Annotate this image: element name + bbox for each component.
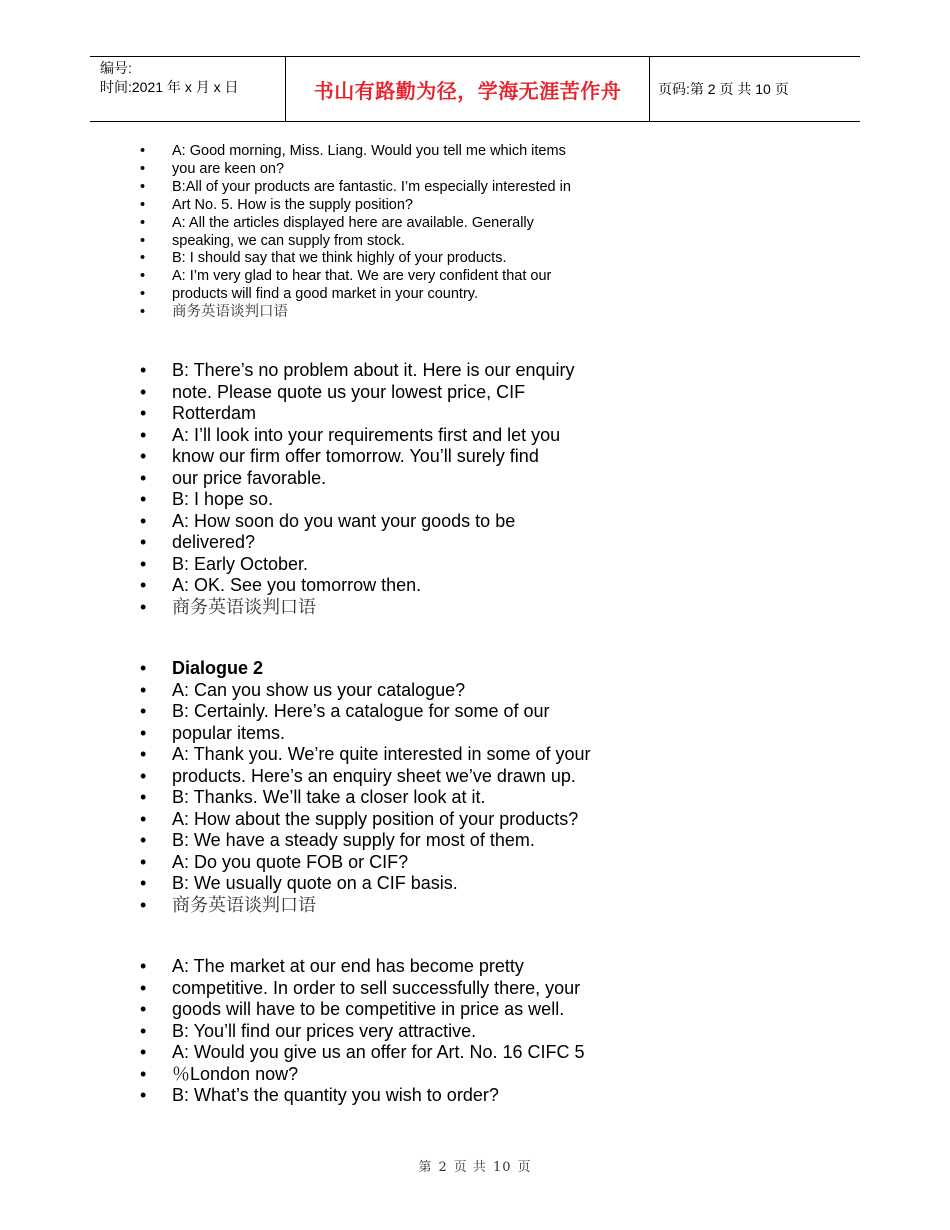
line-text: A: OK. See you tomorrow then. [172, 575, 422, 596]
list-item [140, 215, 860, 233]
line-text: B: Certainly. Here’s a catalogue for some of our [172, 701, 550, 722]
line-text: B: What’s the quantity you wish to order? [172, 1085, 499, 1106]
header-motto-cell [286, 57, 650, 121]
dialogue-title: Dialogue 2 [172, 658, 264, 679]
spacer [140, 322, 860, 360]
bullet-icon: • [140, 178, 146, 195]
bullet-icon: • [140, 830, 147, 851]
bullet-icon: • [140, 873, 147, 894]
bullet-icon: • [140, 510, 147, 531]
list-item [140, 179, 860, 197]
list-item [140, 446, 860, 468]
time-label: 时间: [100, 79, 132, 95]
bullet-icon: • [140, 553, 147, 574]
list-item [140, 701, 860, 723]
list-item [140, 852, 860, 874]
list-item [140, 1042, 860, 1064]
line-text: A: I’ll look into your requirements first and let you [172, 424, 561, 445]
number-label: 编号: [100, 60, 132, 76]
document-body [140, 143, 860, 1107]
list-item [140, 597, 860, 619]
line-text: goods will have to be competitive in price as well. [172, 999, 565, 1020]
footer-prefix: 第 [418, 1160, 433, 1175]
bullet-icon: • [140, 1042, 147, 1063]
bullet-icon: • [140, 268, 146, 285]
bullet-icon: • [140, 1085, 147, 1106]
bullet-icon: • [140, 286, 146, 303]
line-text: our price favorable. [172, 467, 327, 488]
list-item [140, 233, 860, 251]
section-4 [140, 956, 860, 1107]
bullet-icon: • [140, 250, 146, 267]
line-text: speaking, we can supply from stock. [172, 232, 405, 249]
list-item [140, 978, 860, 1000]
bullet-icon: • [140, 679, 147, 700]
list-item [140, 425, 860, 447]
bullet-icon: • [140, 851, 147, 872]
bullet-icon: • [140, 977, 147, 998]
footer-total-pages: 10 [492, 1160, 512, 1175]
bullet-icon: • [140, 701, 147, 722]
bullet-icon: • [140, 214, 146, 231]
page-value: 第 2 页 共 10 页 [689, 81, 789, 97]
list-item [140, 723, 860, 745]
line-text: delivered? [172, 532, 256, 553]
list-item [140, 999, 860, 1021]
line-text: products. Here’s an enquiry sheet we’ve drawn up. [172, 765, 576, 786]
bullet-icon: • [140, 196, 146, 213]
line-text: B: I should say that we think highly of your products. [172, 250, 507, 267]
bullet-icon: • [140, 424, 147, 445]
bullet-icon: • [140, 596, 147, 617]
list-item [140, 787, 860, 809]
list-item [140, 895, 860, 917]
spacer [140, 916, 860, 956]
line-text: know our firm offer tomorrow. You’ll surely find [172, 446, 539, 467]
list-item [140, 286, 860, 304]
time-line [100, 78, 285, 97]
line-text: B: We usually quote on a CIF basis. [172, 873, 458, 894]
line-text: competitive. In order to sell successfully there, your [172, 977, 581, 998]
line-text: A: Would you give us an offer for Art. No. 16 CIFC 5 [172, 1042, 585, 1063]
list-item [140, 554, 860, 576]
page-footer [0, 1156, 950, 1175]
bullet-icon: • [140, 894, 147, 915]
header-page-cell [650, 57, 860, 121]
list-item [140, 360, 860, 382]
list-item [140, 1085, 860, 1107]
section-2 [140, 360, 860, 618]
bullet-icon: • [140, 956, 147, 977]
line-text: ％London now? [172, 1063, 299, 1084]
bullet-icon: • [140, 304, 146, 321]
list-item [140, 1064, 860, 1086]
bullet-icon: • [140, 722, 147, 743]
bullet-icon: • [140, 765, 147, 786]
line-text: B: There’s no problem about it. Here is our enquiry [172, 360, 575, 381]
document-header [90, 56, 860, 122]
line-text: note. Please quote us your lowest price, CIF [172, 381, 526, 402]
line-text: B: I hope so. [172, 489, 274, 510]
bullet-icon: • [140, 999, 147, 1020]
bullet-icon: • [140, 232, 146, 249]
footer-suffix: 页 [517, 1160, 532, 1175]
line-text: A: The market at our end has become pretty [172, 956, 524, 977]
footer-current-page: 2 [438, 1160, 448, 1175]
list-item [140, 873, 860, 895]
line-text: A: All the articles displayed here are available. Generally [172, 214, 534, 231]
list-item [140, 575, 860, 597]
bullet-icon: • [140, 1020, 147, 1041]
line-text: popular items. [172, 722, 286, 743]
list-item [140, 382, 860, 404]
line-text: A: Do you quote FOB or CIF? [172, 851, 409, 872]
motto-text: 书山有路勤为径，学海无涯苦作舟 [313, 80, 622, 103]
bullet-icon: • [140, 1063, 147, 1084]
list-item [140, 161, 860, 179]
line-text: B: Early October. [172, 553, 309, 574]
line-text: B: Thanks. We’ll take a closer look at it. [172, 787, 486, 808]
bullet-icon: • [140, 744, 147, 765]
bullet-icon: • [140, 532, 147, 553]
line-text: B: You’ll find our prices very attractive. [172, 1020, 477, 1041]
line-text: Art No. 5. How is the supply position? [172, 196, 413, 213]
list-item [140, 511, 860, 533]
bullet-icon: • [140, 808, 147, 829]
line-text: products will find a good market in your country. [172, 286, 478, 303]
list-item [140, 658, 860, 680]
list-item [140, 680, 860, 702]
section-1 [140, 143, 860, 322]
list-item [140, 744, 860, 766]
list-item [140, 766, 860, 788]
section-3 [140, 658, 860, 916]
bullet-icon: • [140, 467, 147, 488]
line-text: A: Good morning, Miss. Liang. Would you tell me which items [172, 143, 566, 159]
bullet-icon: • [140, 575, 147, 596]
line-text: A: Can you show us your catalogue? [172, 679, 466, 700]
list-item [140, 468, 860, 490]
line-text: B: We have a steady supply for most of them. [172, 830, 535, 851]
header-meta-cell [90, 57, 286, 121]
footer-mid: 页 共 [453, 1160, 487, 1175]
time-value: 2021 年 x 月 x 日 [131, 79, 239, 95]
bullet-icon: • [140, 160, 146, 177]
bullet-icon: • [140, 787, 147, 808]
line-text: A: How soon do you want your goods to be [172, 510, 516, 531]
list-item [140, 197, 860, 215]
bullet-icon: • [140, 489, 147, 510]
line-text: B:All of your products are fantastic. I’m especially interested in [172, 178, 571, 195]
list-item [140, 268, 860, 286]
line-text: you are keen on? [172, 160, 285, 177]
list-item [140, 250, 860, 268]
bullet-icon: • [140, 143, 146, 159]
line-text: Rotterdam [172, 403, 257, 424]
bullet-icon: • [140, 403, 147, 424]
bullet-icon: • [140, 446, 147, 467]
list-item [140, 532, 860, 554]
list-item [140, 809, 860, 831]
section-caption: 商务英语谈判口语 [172, 304, 288, 321]
list-item [140, 489, 860, 511]
line-text: A: Thank you. We’re quite interested in some of your [172, 744, 591, 765]
list-item [140, 1021, 860, 1043]
list-item [140, 143, 860, 161]
section-caption: 商务英语谈判口语 [172, 596, 316, 618]
page-label: 页码: [658, 81, 690, 97]
list-item [140, 956, 860, 978]
section-caption: 商务英语谈判口语 [172, 894, 316, 916]
bullet-icon: • [140, 381, 147, 402]
bullet-icon: • [140, 360, 147, 381]
list-item [140, 304, 860, 322]
line-text: A: I’m very glad to hear that. We are very confident that our [172, 268, 552, 285]
spacer [140, 618, 860, 658]
bullet-icon: • [140, 658, 147, 679]
list-item [140, 830, 860, 852]
list-item [140, 403, 860, 425]
line-text: A: How about the supply position of your products? [172, 808, 579, 829]
